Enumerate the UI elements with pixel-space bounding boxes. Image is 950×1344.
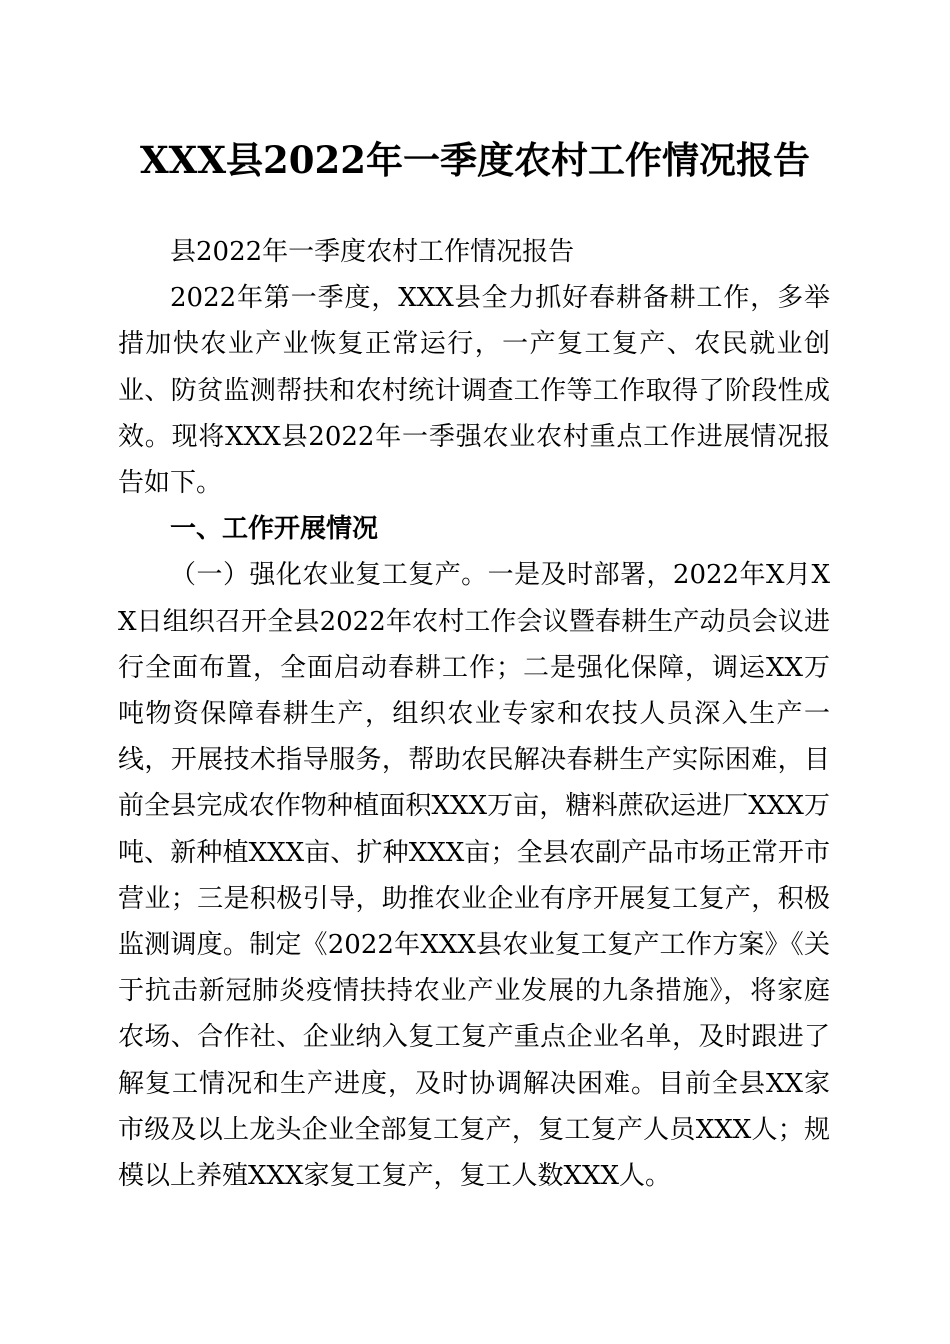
document-title: XXX县2022年一季度农村工作情况报告 [139, 138, 811, 182]
document-subtitle: 县2022年一季度农村工作情况报告 [170, 237, 575, 267]
intro-paragraph: 2022年第一季度，XXX县全力抓好春耕备耕工作，多举措加快农业产业恢复正常运行，一产复工复产、农民就业创业、防贫监测帮扶和农村统计调查工作等工作取得了阶段性成效。现将XXX县2022年一季强农业农村重点工作进展情况报告如下。 [118, 283, 830, 499]
section-heading: 一、工作开展情况 [170, 514, 379, 545]
section-paragraph: （一）强化农业复工复产。一是及时部署，2022年X月XX日组织召开全县2022年农村工作会议暨春耕生产动员会议进行全面布置，全面启动春耕工作；二是强化保障，调运XX万吨物资保障春耕生产，组织农业专家和农技人员深入生产一线，开展技术指导服务，帮助农民解决春耕生产实际困难，目前全县完成农作物种植面积XXX万亩，糖料蔗砍运进厂XXX万吨、新种植XXX亩、扩种XXX亩；全县农副产品市场正常开市营业；三是积极引导，助推农业企业有序开展复工复产，积极监测调度。制定《2022年XXX县农业复工复产工作方案》《关于抗击新冠肺炎疫情扶持农业产业发展的九条措施》，将家庭农场、合作社、企业纳入复工复产重点企业名单，及时跟进了解复工情况和生产进度，及时协调解决困难。目前全县XX家市级及以上龙头企业全部复工复产，复工复产人员XXX人；规模以上养殖XXX家复工复产，复工人数XXX人。 [118, 560, 830, 1192]
document-body [118, 229, 830, 1199]
